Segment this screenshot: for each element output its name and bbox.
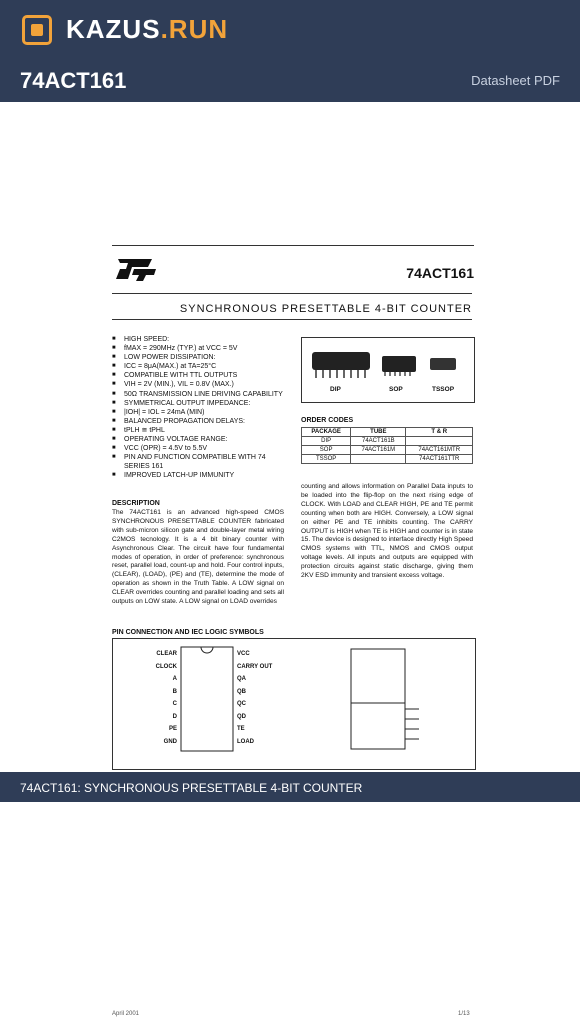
doc-heading: SYNCHRONOUS PRESETTABLE 4-BIT COUNTER: [179, 303, 472, 315]
pin-label-right: QA: [237, 676, 246, 682]
datasheet-page: [112, 245, 474, 1017]
feature-item: ■ OPERATING VOLTAGE RANGE:: [112, 435, 292, 444]
feature-item: ■ VIH = 2V (MIN.), VIL = 0.8V (MAX.): [112, 380, 292, 389]
pin-label-right: VCC: [237, 651, 250, 657]
pin-label-left: CLOCK: [155, 663, 177, 670]
feature-item: ■ HIGH SPEED:: [112, 335, 292, 344]
table-cell: TSSOP: [302, 455, 351, 464]
pin-label-left: PE: [168, 726, 177, 732]
description-title: DESCRIPTION: [112, 500, 160, 507]
pin-label-right: CARRY OUT: [237, 663, 273, 670]
page-title: 74ACT161: [20, 68, 127, 93]
order-codes-title: ORDER CODES: [301, 417, 354, 424]
site-header: [0, 0, 580, 102]
part-number: 74ACT161: [406, 265, 474, 281]
package-label-dip: DIP: [330, 386, 341, 393]
package-drawings-icon: [302, 338, 474, 388]
pin-label-right: LOAD: [237, 738, 254, 745]
table-row: [302, 455, 473, 464]
table-cell: 74ACT161M: [351, 446, 406, 455]
description-continued: counting and allows information on Parallel Data inputs to be loaded into the flip-flop on the next rising edge of CLOCK. With LOAD and CLEAR HIGH, PE and TE permit counting when both are HIGH. Conversely, a LOW signal on either PE and TE inhibits counting. The CARRY OUTPUT is HIGH when TE is HIGH and counter is in state 15. The device is designed to interface directly High Speed CMOS systems with TTL, NMOS and CMOS output voltage levels. All inputs and outputs are equipped with protection circuits against static discharge, giving them 2KV ESD immunity and transient excess voltage.: [301, 483, 473, 580]
table-cell: [351, 455, 406, 464]
page-number: 1/13: [458, 1011, 470, 1017]
feature-item: ■ ICC = 8μA(MAX.) at TA=25°C: [112, 362, 292, 371]
table-cell: 74ACT161TTR: [406, 455, 473, 464]
table-header-row: [302, 428, 473, 437]
pin-label-left: A: [172, 676, 177, 682]
table-cell: [406, 437, 473, 446]
feature-item: ■ SYMMETRICAL OUTPUT IMPEDANCE:: [112, 399, 292, 408]
feature-item: ■ 50Ω TRANSMISSION LINE DRIVING CAPABILITY: [112, 390, 292, 399]
feature-item: ■ BALANCED PROPAGATION DELAYS:: [112, 417, 292, 426]
site-logo[interactable]: [22, 14, 228, 45]
pin-label-right: TE: [237, 726, 245, 732]
package-label-sop: SOP: [389, 386, 403, 393]
pin-label-left: B: [172, 688, 177, 695]
footer-bar: [0, 772, 580, 802]
pin-label-left: GND: [163, 738, 177, 745]
table-row: [302, 437, 473, 446]
table-header: PACKAGE: [302, 428, 351, 437]
feature-item: ■ PIN AND FUNCTION COMPATIBLE WITH 74 SERIES 161: [112, 453, 292, 471]
feature-item: ■ tPLH ≅ tPHL: [112, 426, 292, 435]
table-cell: DIP: [302, 437, 351, 446]
table-cell: 74ACT161B: [351, 437, 406, 446]
chip-icon: [22, 15, 52, 45]
pin-diagram: [112, 638, 476, 770]
feature-item: ■ VCC (OPR) = 4.5V to 5.5V: [112, 444, 292, 453]
top-rule: [112, 245, 474, 246]
table-row: [302, 446, 473, 455]
package-label-tssop: TSSOP: [432, 386, 455, 393]
feature-item: ■ COMPATIBLE WITH TTL OUTPUTS: [112, 371, 292, 380]
table-cell: SOP: [302, 446, 351, 455]
pin-label-left: D: [172, 713, 177, 720]
pin-label-right: QB: [237, 688, 246, 695]
pin-label-right: QC: [237, 701, 246, 707]
st-logo-icon: [112, 255, 158, 283]
heading-rule: [112, 319, 472, 320]
table-header: T & R: [406, 428, 473, 437]
description-text: The 74ACT161 is an advanced high-speed CMOS SYNCHRONOUS PRESETTABLE COUNTER fabricated with sub-micron silicon gate and double-layer metal wiring C2MOS tecnology. It is a 4 bit binary counter with Asynchronous Clear. The circuit have four fundamental modes of operation, in order of preference: synchronous reset, parallel load, count-up and hold. Four control inputs, (CLEAR), (LOAD), (PE) and (TE), determine the mode of operation as shown in the Truth Table. A LOW signal on CLEAR overrides counting and parallel loading and sets all outputs on LOW state. A LOW signal on LOAD overrides: [112, 509, 284, 606]
footer-text: 74ACT161: SYNCHRONOUS PRESETTABLE 4-BIT COUNTER: [20, 781, 363, 795]
table-cell: 74ACT161MTR: [406, 446, 473, 455]
logo-text: KAZUS.RUN: [66, 14, 229, 44]
feature-list: [112, 335, 292, 481]
pin-label-left: C: [172, 701, 177, 707]
feature-item: ■ |IOH| = IOL = 24mA (MIN): [112, 408, 292, 417]
feature-item: ■ LOW POWER DISSIPATION:: [112, 353, 292, 362]
title-rule: [112, 293, 472, 294]
pin-label-right: QD: [237, 713, 246, 720]
page-subtitle: Datasheet PDF: [471, 73, 560, 88]
doc-date: April 2001: [112, 1011, 140, 1017]
pin-label-left: CLEAR: [156, 651, 177, 657]
order-codes-table: [301, 427, 473, 464]
package-images: [301, 337, 475, 403]
table-header: TUBE: [351, 428, 406, 437]
feature-item: ■ IMPROVED LATCH-UP IMMUNITY: [112, 471, 292, 480]
pin-connection-title: PIN CONNECTION AND IEC LOGIC SYMBOLS: [112, 629, 264, 636]
feature-item: ■ fMAX = 290MHz (TYP.) at VCC = 5V: [112, 344, 292, 353]
